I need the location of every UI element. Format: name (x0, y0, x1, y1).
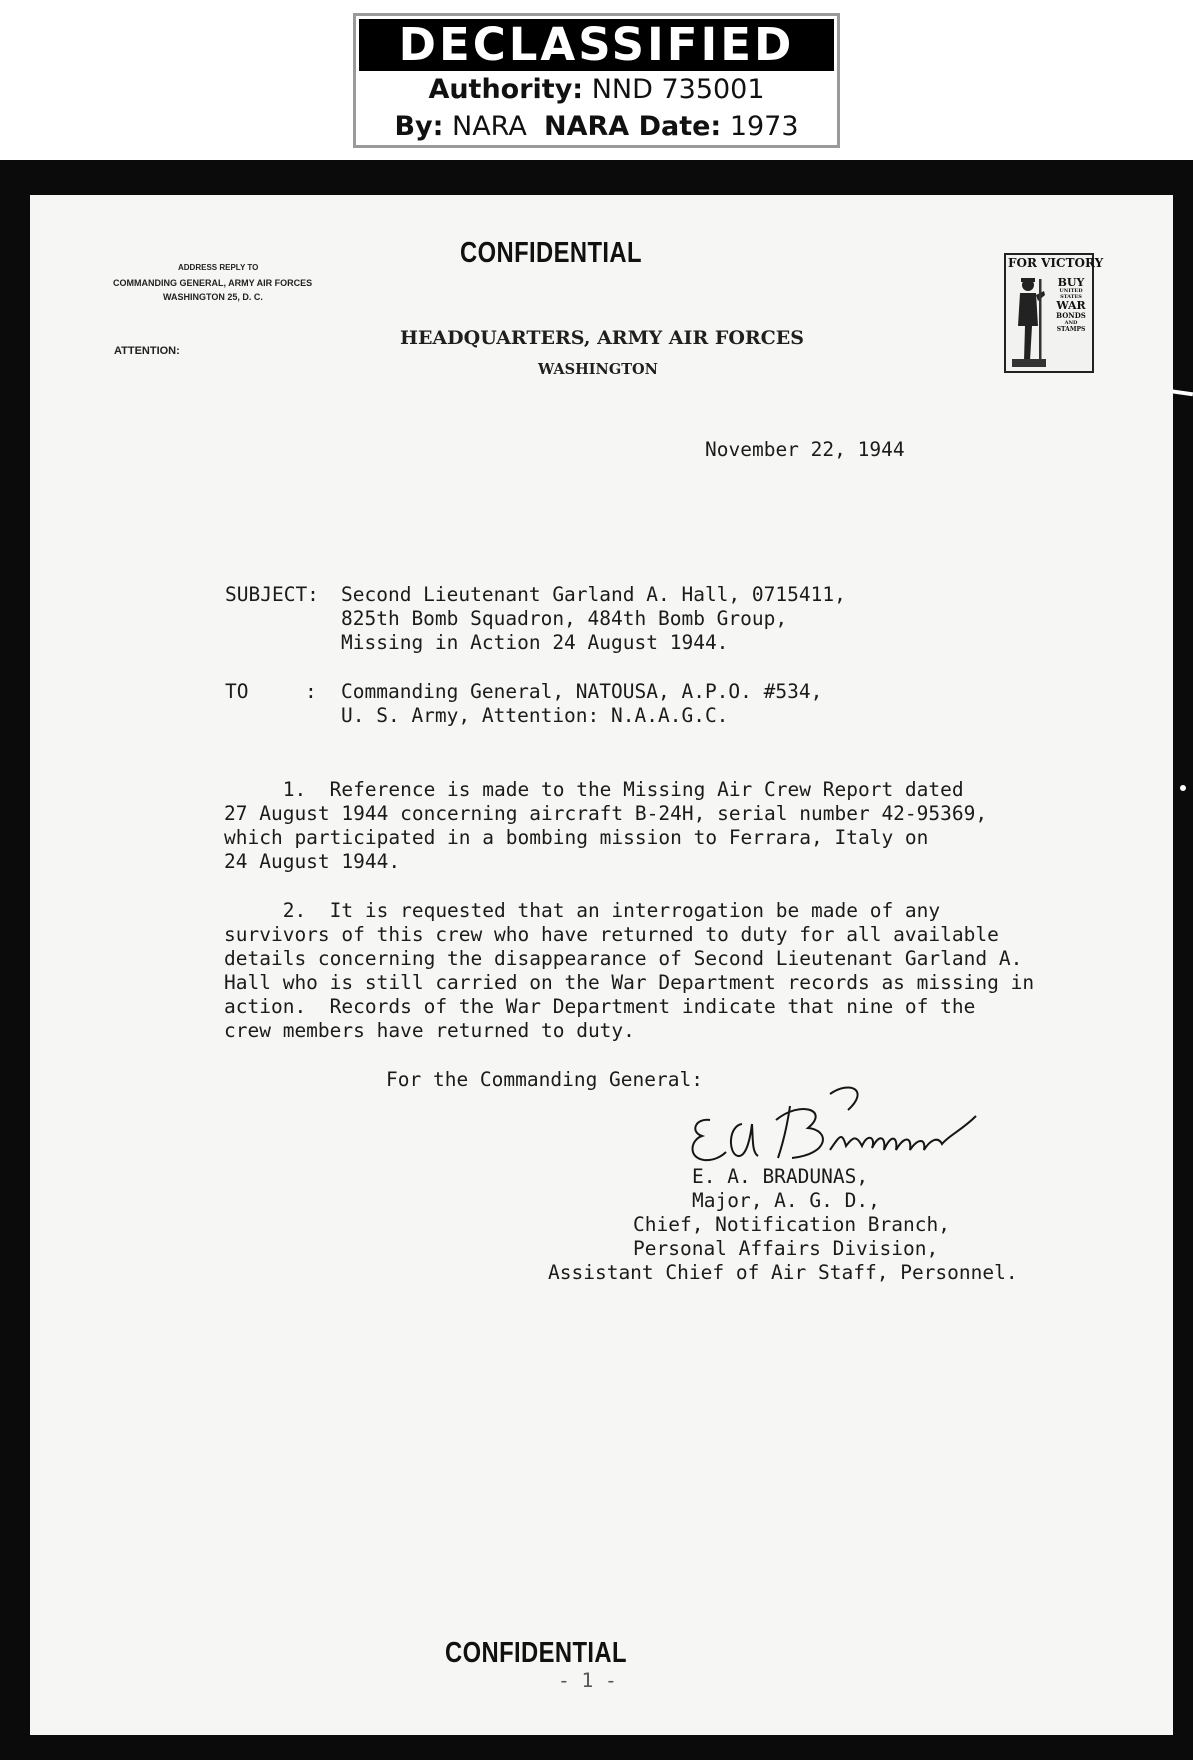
letterhead-hq: HEADQUARTERS, ARMY AIR FORCES (400, 327, 805, 349)
paragraph-2-line: crew members have returned to duty. (224, 1019, 635, 1042)
paragraph-1-line: which participated in a bombing mission to Ferrara, Italy on (224, 826, 929, 849)
subject-line: Missing in Action 24 August 1944. (341, 631, 729, 654)
paragraph-1-line: 27 August 1944 concerning aircraft B-24H, serial number 42-95369, (224, 802, 988, 825)
paragraph-2-line: Hall who is still carried on the War Department records as missing in (224, 971, 1035, 994)
scan-edge-dot (1180, 785, 1186, 791)
page-number: - 1 - (558, 1669, 617, 1692)
paragraph-2-line: action. Records of the War Department indicate that nine of the (224, 995, 976, 1018)
letterhead-city: WASHINGTON (538, 361, 658, 378)
attention-label: ATTENTION: (114, 345, 180, 357)
stamp-authority: Authority: NND 735001 (428, 74, 765, 105)
war-bonds-poster (1004, 253, 1104, 373)
paragraph-2-line: details concerning the disappearance of Second Lieutenant Garland A. (224, 947, 1023, 970)
classification-bottom: CONFIDENTIAL (445, 1637, 627, 1669)
subject-line: Second Lieutenant Garland A. Hall, 0715411, (341, 583, 846, 606)
address-reply-commanding-general: COMMANDING GENERAL, ARMY AIR FORCES (113, 278, 313, 288)
stamp-title: DECLASSIFIED (359, 19, 834, 71)
signature-title: Chief, Notification Branch, (633, 1213, 950, 1236)
stamp-by-date: By: NARA NARA Date: 1973 (394, 111, 799, 142)
closing-line: For the Commanding General: (386, 1068, 703, 1091)
signature-name: E. A. BRADUNAS, (692, 1165, 869, 1188)
to-line: U. S. Army, Attention: N.A.A.G.C. (341, 704, 729, 727)
declassified-stamp (353, 13, 840, 148)
subject-line: 825th Bomb Squadron, 484th Bomb Group, (341, 607, 788, 630)
signature-rank: Major, A. G. D., (692, 1189, 880, 1212)
poster-headline: FOR VICTORY (1008, 256, 1104, 270)
to-colon: : (305, 680, 317, 703)
minuteman-figure-icon (1008, 271, 1050, 371)
to-label: TO (225, 680, 249, 703)
signature-division: Personal Affairs Division, (633, 1237, 939, 1260)
letter-page (30, 195, 1173, 1735)
paragraph-1-line: 24 August 1944. (224, 850, 401, 873)
paragraph-1-line: 1. Reference is made to the Missing Air Crew Report dated (224, 778, 964, 801)
letter-date: November 22, 1944 (705, 438, 905, 461)
poster-text: BUY UNITED STATES WAR BONDS AND STAMPS (1056, 276, 1086, 333)
to-line: Commanding General, NATOUSA, A.P.O. #534, (341, 680, 823, 703)
classification-top: CONFIDENTIAL (460, 237, 642, 269)
paragraph-2-line: survivors of this crew who have returned to duty for all available (224, 923, 999, 946)
paragraph-2-line: 2. It is requested that an interrogation be made of any (224, 899, 941, 922)
handwritten-signature (680, 1080, 1050, 1170)
address-reply-city: WASHINGTON 25, D. C. (163, 292, 263, 302)
subject-label: SUBJECT: (225, 583, 319, 606)
address-reply-label: ADDRESS REPLY TO (178, 263, 259, 272)
signature-office: Assistant Chief of Air Staff, Personnel. (548, 1261, 1018, 1284)
